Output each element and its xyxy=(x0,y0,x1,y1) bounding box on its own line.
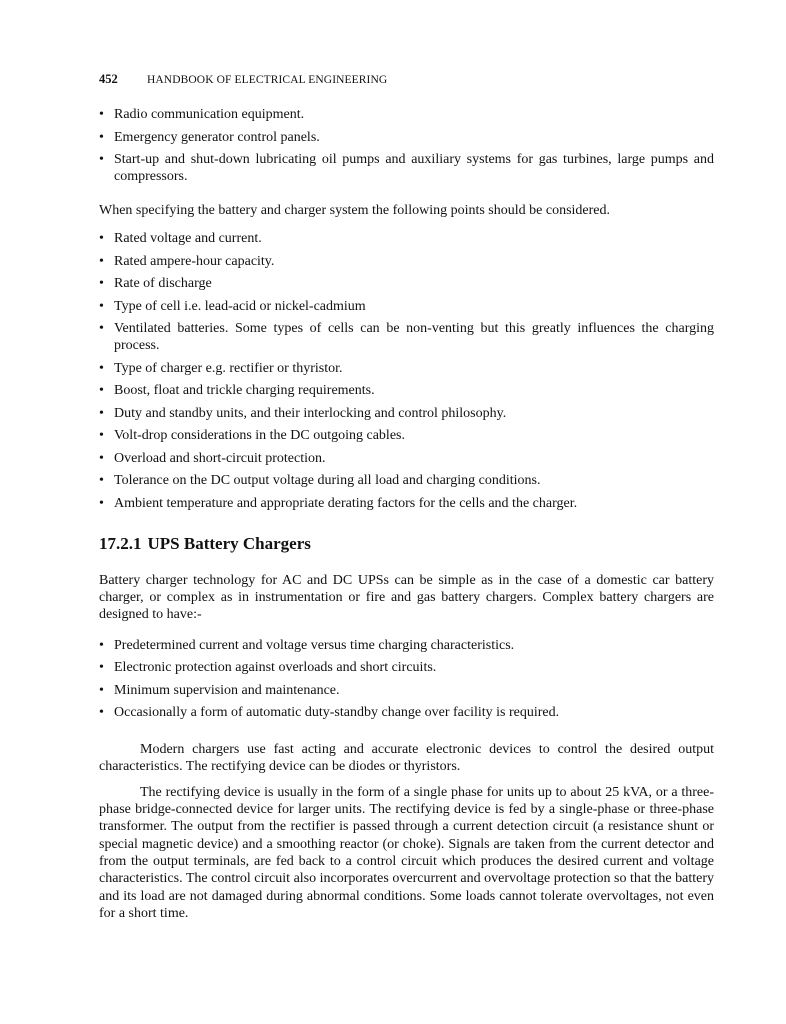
list-item: • Start-up and shut-down lubricating oil pumps and auxiliary systems for gas turbines, large pumps and compressors. xyxy=(99,151,714,185)
paragraph-modern-chargers: Modern chargers use fast acting and accurate electronic devices to control the desired output characteristics. The rectifying device can be diodes or thyristors. xyxy=(99,742,714,775)
list-item: • Duty and standby units, and their interlocking and control philosophy. xyxy=(99,405,714,422)
list-item: • Occasionally a form of automatic duty-standby change over facility is required. xyxy=(99,704,714,721)
considerations-list xyxy=(99,230,714,512)
list-item: • Ambient temperature and appropriate derating factors for the cells and the charger. xyxy=(99,495,714,512)
section-number: 17.2.1 xyxy=(99,533,142,553)
list-item: • Volt-drop considerations in the DC outgoing cables. xyxy=(99,427,714,444)
list-item: • Predetermined current and voltage versus time charging characteristics. xyxy=(99,637,714,654)
book-page xyxy=(99,70,714,922)
paragraph-considerations-intro: When specifying the battery and charger system the following points should be considered. xyxy=(99,203,610,218)
running-header xyxy=(99,70,714,89)
list-item: • Type of cell i.e. lead-acid or nickel-cadmium xyxy=(99,298,714,315)
list-item: • Overload and short-circuit protection. xyxy=(99,450,714,467)
list-item: • Emergency generator control panels. xyxy=(99,129,714,146)
list-item: • Boost, float and trickle charging requirements. xyxy=(99,382,714,399)
running-title: HANDBOOK OF ELECTRICAL ENGINEERING xyxy=(147,74,388,86)
page-number: 452 xyxy=(99,72,118,86)
list-item: • Minimum supervision and maintenance. xyxy=(99,682,714,699)
paragraph-charger-technology: Battery charger technology for AC and DC UPSs can be simple as in the case of a domestic car battery charger, or complex as in instrumentation or fire and gas battery chargers. Complex battery chargers are designed to have:- xyxy=(99,572,714,623)
list-item: • Electronic protection against overloads and short circuits. xyxy=(99,659,714,676)
paragraph-rectifying-device: The rectifying device is usually in the form of a single phase for units up to about 25 kVA, or a three-phase bridge-connected device for larger units. The rectifying device is fed by a single-phase or three-phase transformer. The output from the rectifier is passed through a current detection circuit (a resistance shunt or special magnetic device) and a smoothing reactor (or choke). Signals are taken from the current detector and from the output terminals, are fed back to a control circuit which produces the desired current and voltage characteristics. The control circuit also incorporates overcurrent and overvoltage protection so that the battery and its load are not damaged during abnormal conditions. Some loads cannot tolerate overvoltages, not even for a short time. xyxy=(99,784,714,921)
list-item: • Type of charger e.g. rectifier or thyristor. xyxy=(99,360,714,377)
section-heading xyxy=(99,534,714,554)
charger-features-list xyxy=(99,637,714,722)
list-item: • Rate of discharge xyxy=(99,275,714,292)
list-item: • Ventilated batteries. Some types of cells can be non-venting but this greatly influences the charging process. xyxy=(99,320,714,354)
equipment-list xyxy=(99,106,714,185)
section-title: UPS Battery Chargers xyxy=(147,533,311,553)
list-item: • Tolerance on the DC output voltage during all load and charging conditions. xyxy=(99,472,714,489)
list-item: • Radio communication equipment. xyxy=(99,106,714,123)
list-item: • Rated voltage and current. xyxy=(99,230,714,247)
list-item: • Rated ampere-hour capacity. xyxy=(99,253,714,270)
